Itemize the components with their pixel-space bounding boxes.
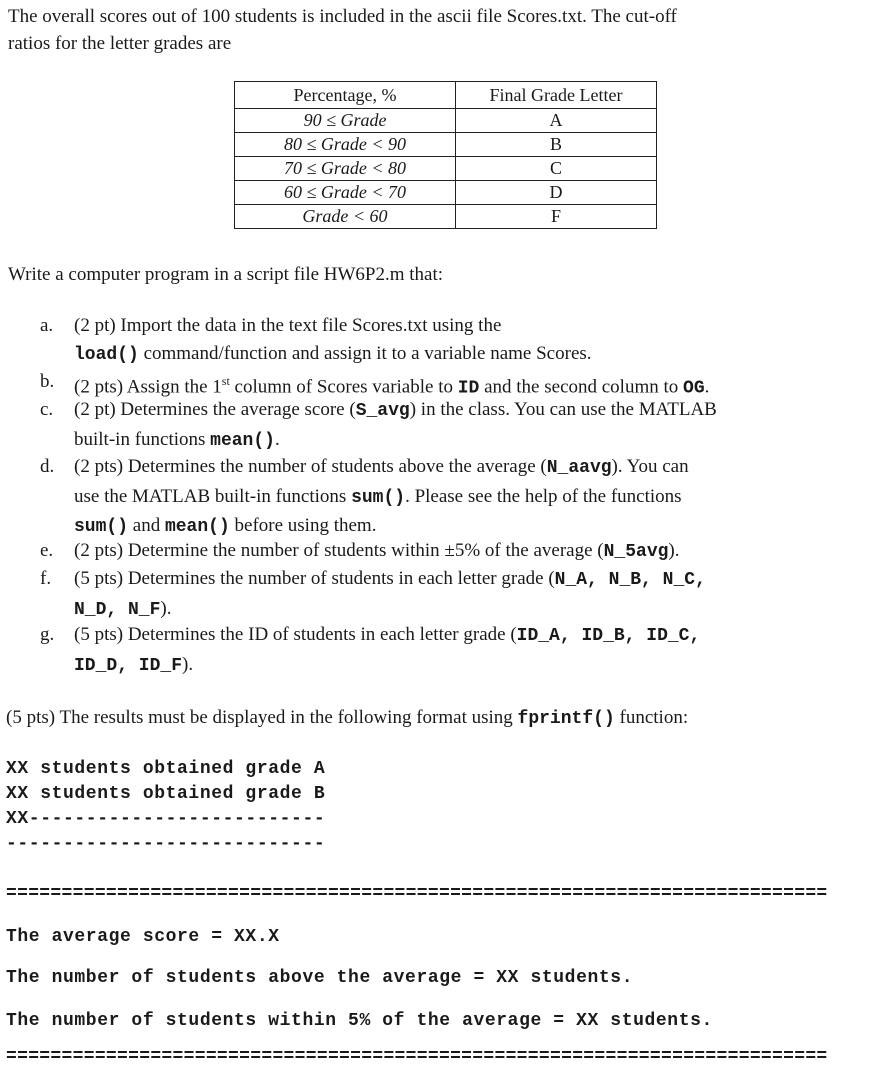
grade-letter: B — [456, 133, 657, 157]
grade-range: 80 ≤ Grade < 90 — [235, 133, 456, 157]
code-load: load() — [74, 344, 139, 365]
item-text: ). — [182, 653, 194, 675]
table-header-row — [235, 82, 657, 109]
code-n-grades: N_A, N_B, N_C, — [554, 570, 706, 590]
item-label: d. — [40, 456, 55, 477]
code-id-grades: ID_D, ID_F — [74, 655, 183, 676]
table-row — [235, 109, 657, 133]
output-line: ---------------------------- — [6, 834, 326, 854]
item-body — [74, 453, 689, 542]
format-note-text: (5 pts) The results must be displayed in the following format using — [6, 707, 518, 728]
item-body — [74, 396, 717, 455]
item-text: use the MATLAB built-in functions — [74, 485, 352, 507]
item-label: g. — [40, 624, 55, 645]
format-note — [6, 704, 688, 733]
code-id: ID — [457, 378, 480, 399]
item-text: command/function and assign it to a variable name Scores. — [138, 342, 592, 364]
output-line: XX-------------------------- — [6, 809, 326, 829]
table-row — [235, 157, 657, 181]
item-text: ) in the class. You can use the MATLAB — [409, 399, 717, 420]
table-row — [235, 133, 657, 157]
item-text: built-in functions — [74, 428, 211, 450]
item-text: ). — [668, 540, 680, 561]
grade-letter: D — [456, 181, 657, 205]
code-s-avg: S_avg — [355, 401, 410, 421]
item-text: (2 pt) Determines the average score ( — [74, 399, 356, 420]
code-sum: sum() — [351, 487, 406, 508]
output-line: XX students obtained grade A — [6, 759, 326, 779]
superscript: st — [221, 374, 230, 388]
item-text: column of Scores variable to — [229, 376, 458, 398]
item-text: (2 pts) Determines the number of students above the average ( — [74, 456, 547, 477]
grade-letter: A — [456, 109, 657, 133]
intro-text — [8, 3, 677, 57]
item-text: (2 pts) Assign the 1 — [74, 376, 222, 398]
code-mean: mean() — [164, 517, 230, 537]
intro-line-1: The overall scores out of 100 students is included in the ascii file Scores.txt. The cut-off — [8, 6, 677, 27]
separator-line: ========================================================================== — [6, 1047, 828, 1067]
format-note-text: function: — [614, 707, 689, 728]
output-line: XX students obtained grade B — [6, 784, 326, 804]
grade-letter: C — [456, 157, 657, 181]
code-fprintf: fprintf() — [517, 709, 615, 729]
item-text: and — [128, 515, 165, 536]
code-n-grades: N_D, N_F — [74, 599, 161, 620]
item-label: c. — [40, 399, 54, 420]
code-id-grades: ID_A, ID_B, ID_C, — [516, 626, 701, 646]
output-average: The average score = XX.X — [6, 927, 280, 947]
code-n-aavg: N_aavg — [546, 458, 612, 478]
item-text: (5 pts) Determines the number of students in each letter grade ( — [74, 568, 555, 589]
item-text: . — [704, 376, 710, 398]
grade-letter: F — [456, 205, 657, 229]
item-text: ). — [160, 597, 172, 619]
separator-line: ========================================================================== — [6, 884, 828, 904]
table-row — [235, 205, 657, 229]
item-label: e. — [40, 540, 54, 561]
grade-range: 90 ≤ Grade — [235, 109, 456, 133]
intro-line-2: ratios for the letter grades are — [8, 33, 232, 54]
item-body — [74, 537, 680, 567]
grade-range: Grade < 60 — [235, 205, 456, 229]
item-text: . — [274, 428, 280, 450]
output-within-average: The number of students within 5% of the average = XX students. — [6, 1011, 713, 1031]
code-n-5avg: N_5avg — [603, 542, 669, 562]
grade-range: 60 ≤ Grade < 70 — [235, 181, 456, 205]
item-text: and the second column to — [479, 376, 684, 398]
item-label: a. — [40, 315, 54, 336]
header-letter: Final Grade Letter — [456, 82, 657, 109]
output-above-average: The number of students above the average = XX students. — [6, 968, 634, 988]
item-body — [74, 565, 706, 624]
table-row — [235, 181, 657, 205]
item-text: before using them. — [229, 515, 377, 536]
item-text: (5 pts) Determines the ID of students in each letter grade ( — [74, 624, 517, 645]
item-text: ). You can — [611, 456, 689, 477]
grade-table — [234, 81, 657, 229]
item-body — [74, 621, 700, 680]
code-og: OG — [683, 378, 705, 399]
item-label: f. — [40, 568, 52, 589]
item-label: b. — [40, 371, 55, 392]
task-heading: Write a computer program in a script file HW6P2.m that: — [8, 264, 444, 285]
code-mean: mean() — [210, 430, 275, 451]
item-text: . Please see the help of the functions — [405, 485, 682, 507]
grade-range: 70 ≤ Grade < 80 — [235, 157, 456, 181]
header-percentage: Percentage, % — [235, 82, 456, 109]
item-text: (2 pts) Determine the number of students within ±5% of the average ( — [74, 540, 604, 561]
item-text: (2 pt) Import the data in the text file Scores.txt using the — [74, 315, 502, 336]
item-body — [74, 312, 592, 369]
code-sum: sum() — [74, 517, 129, 537]
